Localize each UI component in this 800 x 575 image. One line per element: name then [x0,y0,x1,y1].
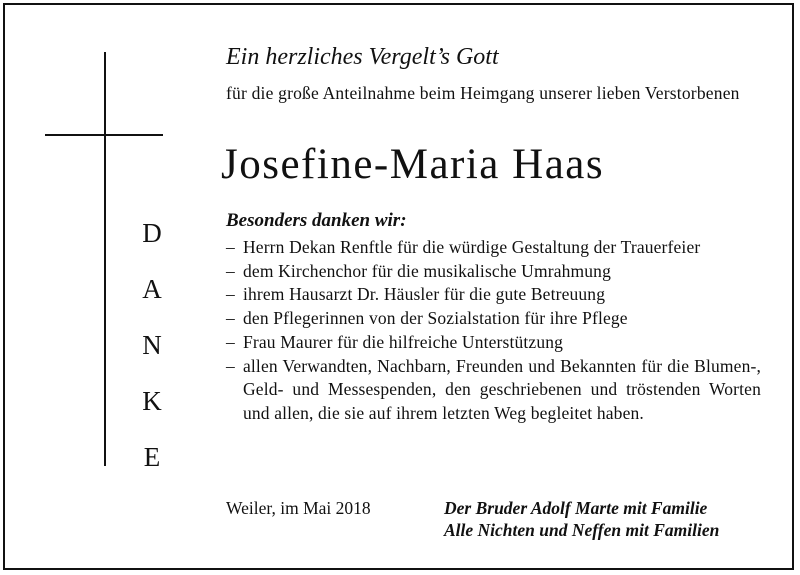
dash-bullet: – [226,237,235,257]
danke-letter: K [142,386,162,416]
list-item-text: dem Kirchenchor für die musikalische Umrahmung [243,260,611,281]
place-date: Weiler, im Mai 2018 [226,498,371,518]
cross-bar [45,134,163,136]
cross-icon [104,52,106,466]
list-item [226,283,761,307]
list-item-text: Frau Maurer für die hilfreiche Unterstützung [243,331,564,352]
deceased-name: Josefine-Maria Haas [221,141,605,188]
list-item [226,331,761,355]
list-item-text: allen Verwandten, Nachbarn, Freunden und Bekannten für die Blumen-, Geld- und Messespenden, den geschriebenen und tröstenden Worten und allen, die sie auf ihrem letzten Weg begleitet haben. [243,355,761,423]
signature-line: Der Bruder Adolf Marte mit Familie [444,498,708,518]
notice-frame [3,3,794,570]
thanks-heading: Besonders danken wir: [226,210,407,231]
list-item [226,260,761,284]
list-item-text: den Pflegerinnen von der Sozialstation für ihre Pflege [243,308,628,329]
intro-text: für die große Anteilnahme beim Heimgang unserer lieben Verstorbenen [226,83,740,103]
dash-bullet: – [226,308,235,329]
list-item [226,355,761,426]
notice-heading: Ein herzliches Vergelt’s Gott [226,44,499,70]
danke-letter: A [142,274,162,304]
danke-vertical-word [131,205,173,485]
danke-letter: N [142,330,162,360]
signature-line: Alle Nichten und Neffen mit Familien [444,520,720,540]
dash-bullet: – [226,355,235,376]
thanks-list [226,236,761,426]
dash-bullet: – [226,331,235,352]
danke-letter: E [143,442,161,472]
signature [444,497,719,541]
danke-letter: D [142,218,162,248]
list-item-text: ihrem Hausarzt Dr. Häusler für die gute Betreuung [243,284,606,305]
list-item [226,307,761,331]
list-item-text: Herrn Dekan Renftle für die würdige Gestaltung der Trauerfeier [243,237,701,257]
dash-bullet: – [226,284,235,305]
list-item [226,236,761,260]
dash-bullet: – [226,260,235,281]
